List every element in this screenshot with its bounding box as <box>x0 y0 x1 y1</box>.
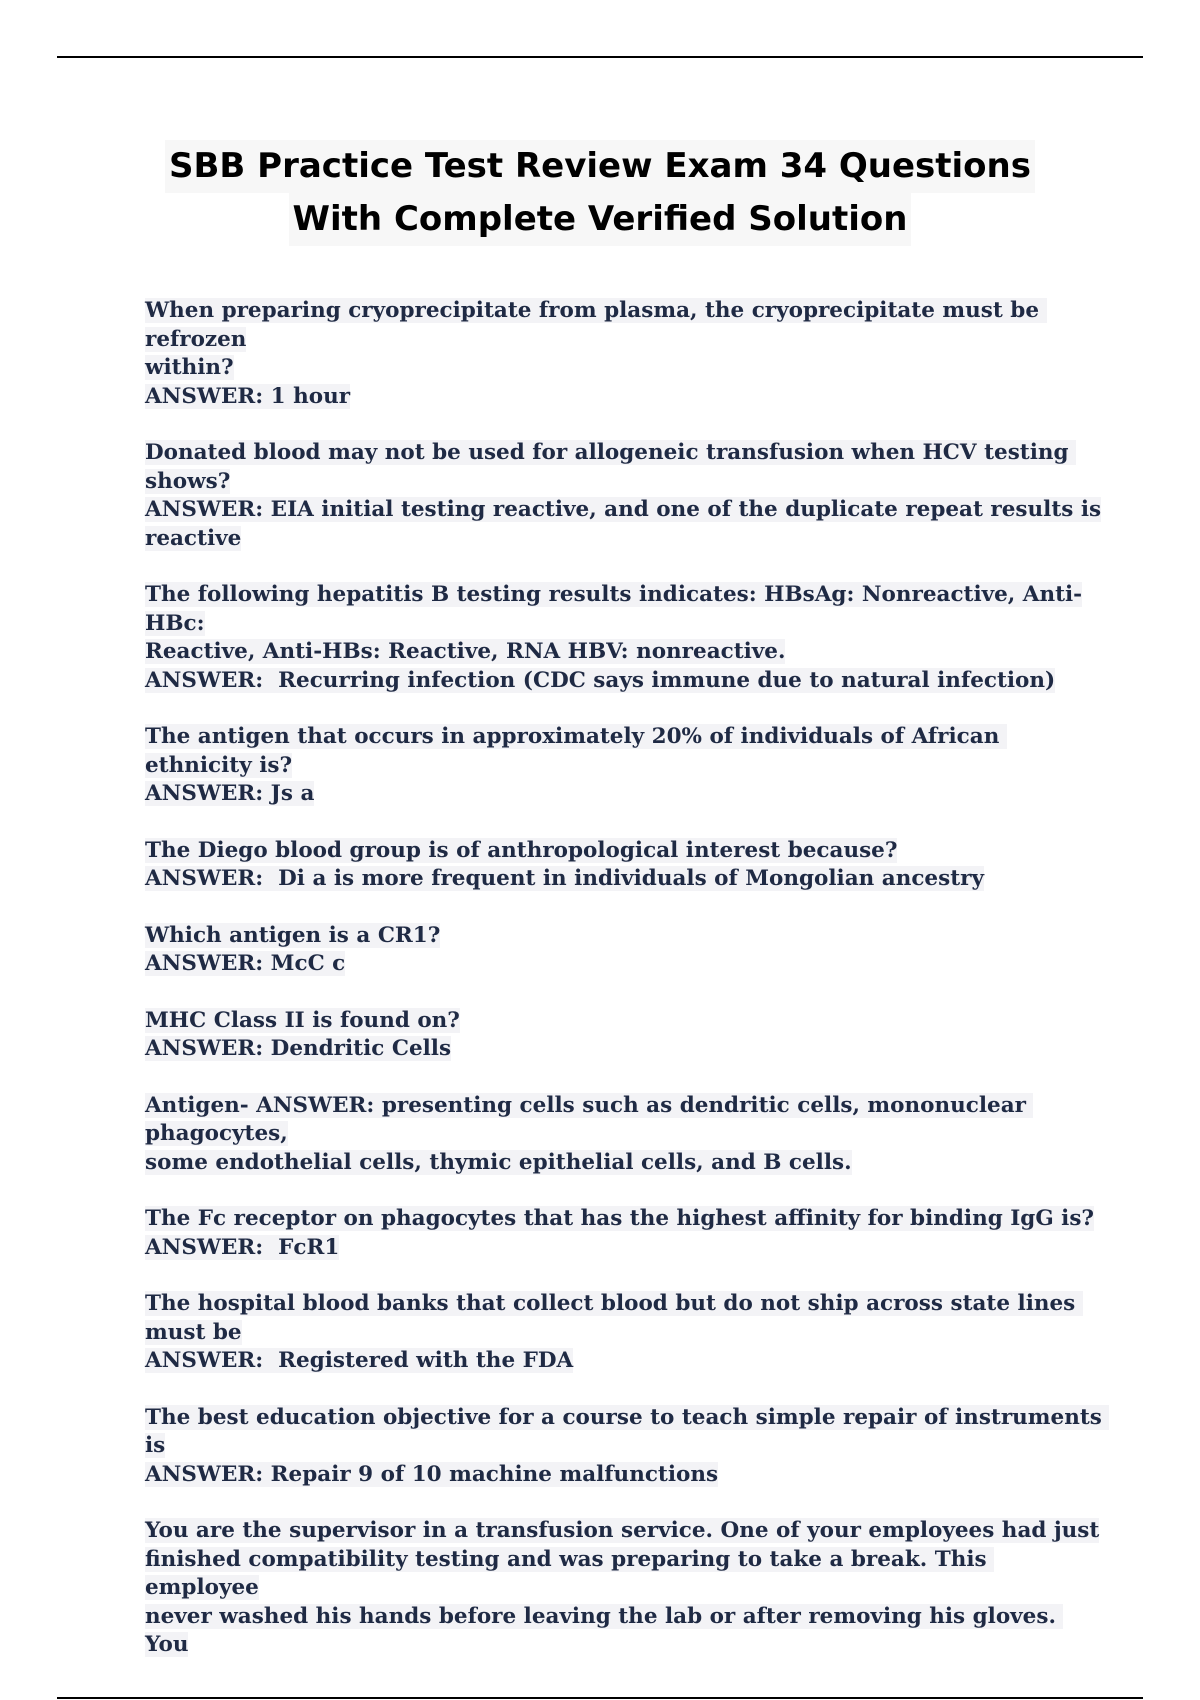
qa-line <box>145 837 1105 866</box>
qa-line-text: You are the supervisor in a transfusion service. One of your employees had just <box>145 1518 1100 1543</box>
qa-line-text: some endothelial cells, thymic epithelial cells, and B cells. <box>145 1149 852 1175</box>
qa-line <box>145 1234 1105 1263</box>
qa-line-text: Donated blood may not be used for allogeneic transfusion when HCV testing shows? <box>145 440 1077 494</box>
qa-line <box>145 383 1105 412</box>
qa-line-text: The Fc receptor on phagocytes that has the highest affinity for binding IgG is? <box>145 1206 1095 1231</box>
qa-line <box>145 1461 1105 1490</box>
qa-item <box>145 1007 1105 1064</box>
qa-line-text: ANSWER: Registered with the FDA <box>145 1348 574 1373</box>
qa-line-text: finished compatibility testing and was preparing to take a break. This employee <box>145 1546 995 1600</box>
qa-line <box>145 1290 1105 1347</box>
qa-line-text: reactive <box>145 525 242 551</box>
qa-item <box>145 581 1105 695</box>
qa-line <box>145 865 1105 894</box>
qa-line <box>145 1007 1105 1036</box>
qa-line-text: The antigen that occurs in approximately 20% of individuals of African ethnicity is? <box>145 724 1007 778</box>
qa-line <box>145 638 1105 667</box>
qa-line <box>145 667 1105 696</box>
qa-line <box>145 1205 1105 1234</box>
qa-item <box>145 723 1105 809</box>
qa-line <box>145 496 1105 525</box>
qa-item <box>145 1290 1105 1376</box>
qa-line <box>145 1149 1105 1178</box>
qa-line-text: ANSWER: McC c <box>145 951 346 976</box>
qa-line <box>145 723 1105 780</box>
qa-line <box>145 297 1105 354</box>
qa-line <box>145 1404 1110 1461</box>
qa-line-text: ANSWER: Recurring infection (CDC says immune due to natural infection) <box>145 667 1056 693</box>
qa-line <box>145 439 1105 496</box>
qa-line <box>145 950 1105 979</box>
qa-line <box>145 780 1105 809</box>
qa-line <box>145 1092 1105 1149</box>
qa-line <box>145 581 1105 638</box>
qa-item <box>145 1517 1105 1660</box>
qa-line-text: When preparing cryoprecipitate from plasma, the cryoprecipitate must be refrozen <box>145 298 1047 352</box>
qa-line <box>145 1603 1105 1660</box>
qa-line-text: ANSWER: Dendritic Cells <box>145 1036 452 1061</box>
qa-line <box>145 1517 1105 1546</box>
qa-line-text: The best education objective for a course to teach simple repair of instruments is <box>145 1404 1110 1458</box>
qa-line-text: Reactive, Anti-HBs: Reactive, RNA HBV: nonreactive. <box>145 639 786 664</box>
qa-item <box>145 439 1105 553</box>
qa-line-text: MHC Class II is found on? <box>145 1007 460 1033</box>
qa-item <box>145 1404 1110 1490</box>
qa-line-text: within? <box>145 355 234 380</box>
title-line-1: SBB Practice Test Review Exam 34 Questions <box>165 140 1035 193</box>
document-title <box>0 140 1200 246</box>
question-answer-list <box>145 297 1110 1688</box>
qa-item <box>145 1092 1105 1178</box>
qa-line-text: The Diego blood group is of anthropological interest because? <box>145 837 898 863</box>
bottom-rule <box>57 1697 1143 1699</box>
qa-line-text: ANSWER: 1 hour <box>145 383 351 409</box>
qa-item <box>145 922 1105 979</box>
qa-line-text: ANSWER: Di a is more frequent in individuals of Mongolian ancestry <box>145 866 984 891</box>
qa-item <box>145 297 1105 411</box>
qa-line-text: ANSWER: Repair 9 of 10 machine malfunctions <box>145 1461 719 1487</box>
qa-line-text: ANSWER: FcR1 <box>145 1234 340 1260</box>
qa-line-text: The following hepatitis B testing results indicates: HBsAg: Nonreactive, Anti-HBc: <box>145 582 1083 636</box>
qa-line-text: ANSWER: EIA initial testing reactive, and one of the duplicate repeat results is <box>145 497 1102 522</box>
qa-line <box>145 922 1105 951</box>
top-rule <box>57 56 1143 58</box>
qa-line <box>145 1546 1105 1603</box>
qa-line-text: never washed his hands before leaving the lab or after removing his gloves. You <box>145 1603 1064 1657</box>
qa-line <box>145 354 1105 383</box>
qa-line-text: ANSWER: Js a <box>145 781 315 806</box>
qa-line <box>145 1347 1105 1376</box>
qa-line-text: Antigen- ANSWER: presenting cells such as dendritic cells, mononuclear phagocytes, <box>145 1092 1034 1146</box>
qa-line <box>145 525 1105 554</box>
qa-item <box>145 1205 1105 1262</box>
title-line-2: With Complete Verified Solution <box>289 193 912 246</box>
qa-line-text: Which antigen is a CR1? <box>145 922 441 948</box>
qa-line-text: The hospital blood banks that collect blood but do not ship across state lines must be <box>145 1291 1083 1345</box>
qa-line <box>145 1035 1105 1064</box>
qa-item <box>145 837 1105 894</box>
